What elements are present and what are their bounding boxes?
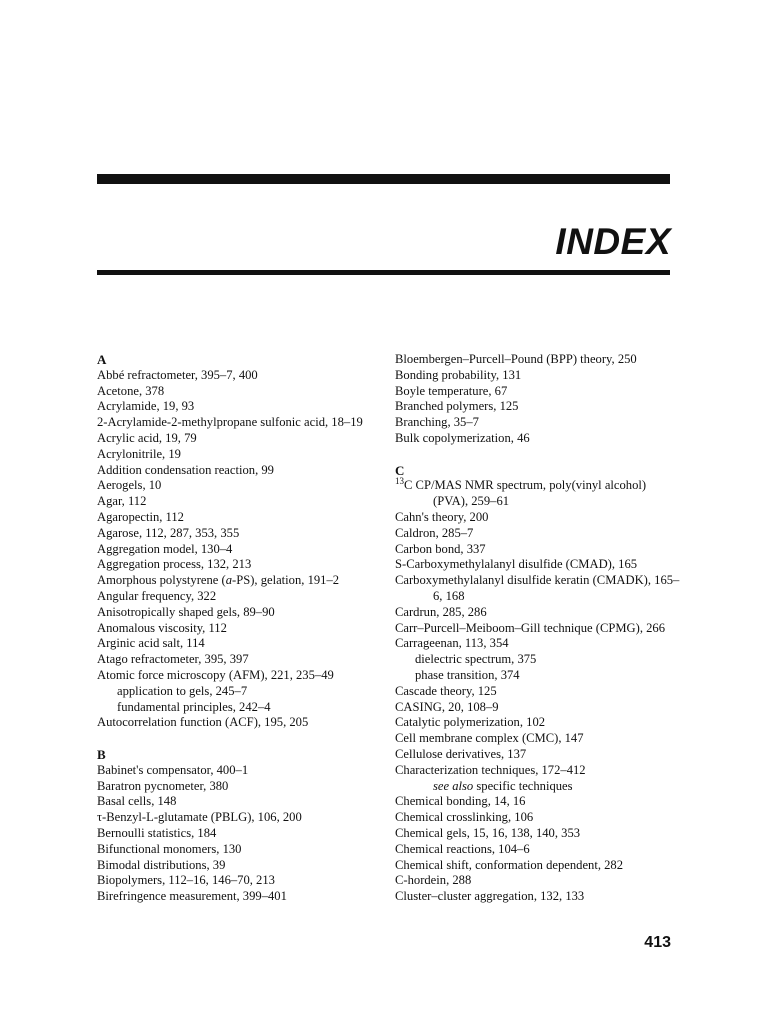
section-a-entries-cont: [97, 589, 387, 684]
index-entry: Abbé refractometer, 395–7, 400: [97, 367, 258, 382]
index-entry: Bernoulli statistics, 184: [97, 825, 217, 840]
index-entry: Aggregation process, 132, 213: [97, 557, 252, 572]
page-title: INDEX: [555, 221, 671, 262]
index-entry: Chemical crosslinking, 106: [395, 810, 534, 825]
index-entry: Agarose, 112, 287, 353, 355: [97, 525, 240, 540]
section-a-entries: [97, 368, 387, 573]
index-entry: Bonding probability, 131: [395, 367, 522, 382]
index-entry: Cascade theory, 125: [395, 683, 497, 698]
index-entry: Carr–Purcell–Meiboom–Gill technique (CPMG), 266: [395, 620, 666, 635]
index-entry: Chemical gels, 15, 16, 138, 140, 353: [395, 825, 581, 840]
section-c-entries: [395, 510, 680, 652]
index-entry: Caldron, 285–7: [395, 525, 474, 540]
index-entry: Aggregation model, 130–4: [97, 541, 233, 556]
section-letter-c: C: [395, 462, 405, 478]
index-entry: Basal cells, 148: [97, 794, 177, 809]
index-entry: Cell membrane complex (CMC), 147: [395, 731, 584, 746]
index-entry: Catalytic polymerization, 102: [395, 715, 546, 730]
index-entry: Chemical shift, conformation dependent, 282: [395, 857, 624, 872]
index-entry: Cluster–cluster aggregation, 132, 133: [395, 889, 585, 904]
index-entry: Bimodal distributions, 39: [97, 857, 226, 872]
index-entry: Bloembergen–Purcell–Pound (BPP) theory, 250: [395, 352, 637, 366]
index-entry: Chemical bonding, 14, 16: [395, 794, 526, 809]
section-b-entries-cont: [395, 352, 680, 447]
index-entry-amorphous: [97, 573, 387, 589]
entry-text-italic: a: [225, 573, 233, 588]
index-entry: Carbon bond, 337: [395, 541, 486, 556]
index-entry: Aerogels, 10: [97, 478, 162, 493]
index-entry-c13: [395, 478, 680, 510]
index-entry: Cahn's theory, 200: [395, 509, 489, 524]
section-c-entries-end: [395, 794, 680, 905]
index-entry: Acrylic acid, 19, 79: [97, 430, 197, 445]
index-entry: Atomic force microscopy (AFM), 221, 235–49: [97, 667, 334, 682]
index-subentry: dielectric spectrum, 375: [415, 652, 537, 667]
entry-text: C CP/MAS NMR spectrum, poly(vinyl alcohol) (PVA), 259–61: [404, 478, 647, 509]
carrageenan-subentries: [395, 652, 680, 684]
index-entry: Acrylamide, 19, 93: [97, 399, 195, 414]
index-entry: Chemical reactions, 104–6: [395, 841, 530, 856]
entry-text-before: Amorphous polystyrene (: [97, 573, 226, 588]
index-column-left: [97, 352, 387, 905]
index-subentry: fundamental principles, 242–4: [117, 699, 271, 714]
index-entry: Branched polymers, 125: [395, 399, 519, 414]
section-letter-a: A: [97, 352, 107, 367]
index-entry: Cellulose derivatives, 137: [395, 746, 527, 761]
index-entry: Addition condensation reaction, 99: [97, 462, 274, 477]
index-subentry: phase transition, 374: [415, 667, 520, 682]
index-entry: Cardrun, 285, 286: [395, 604, 487, 619]
index-entry: C-hordein, 288: [395, 873, 472, 888]
index-entry: Bulk copolymerization, 46: [395, 430, 530, 445]
index-entry: Baratron pycnometer, 380: [97, 778, 229, 793]
see-also-line: [395, 779, 680, 795]
index-entry-autocorrelation: Autocorrelation function (ACF), 195, 205: [97, 715, 309, 730]
index-entry: Carboxymethylalanyl disulfide keratin (CMADK), 165–6, 168: [395, 573, 680, 603]
index-entry: Boyle temperature, 67: [395, 383, 508, 398]
bottom-rule: [97, 270, 670, 275]
index-entry: 2-Acrylamide-2-methylpropane sulfonic acid, 18–19: [97, 415, 363, 430]
index-entry: Biopolymers, 112–16, 146–70, 213: [97, 873, 275, 888]
see-also-italic: see also: [433, 778, 474, 793]
index-entry: Agar, 112: [97, 494, 147, 509]
index-entry: τ-Benzyl-L-glutamate (PBLG), 106, 200: [97, 810, 302, 825]
index-entry: Characterization techniques, 172–412: [395, 762, 586, 777]
index-entry: Acrylonitrile, 19: [97, 446, 181, 461]
superscript-13: 13: [395, 476, 404, 487]
index-entry: Bifunctional monomers, 130: [97, 841, 242, 856]
index-entry: Branching, 35–7: [395, 415, 479, 430]
entry-text-after: -PS), gelation, 191–2: [232, 573, 340, 588]
index-entry: Arginic acid salt, 114: [97, 636, 205, 651]
index-entry: Angular frequency, 322: [97, 588, 217, 603]
index-entry: Anomalous viscosity, 112: [97, 620, 227, 635]
index-entry: CASING, 20, 108–9: [395, 699, 499, 714]
index-entry: Atago refractometer, 395, 397: [97, 652, 249, 667]
section-b-entries: [97, 763, 387, 905]
page-number: 413: [644, 934, 671, 951]
index-entry: Anisotropically shaped gels, 89–90: [97, 604, 275, 619]
index-subentry: application to gels, 245–7: [117, 683, 248, 698]
index-entry: Acetone, 378: [97, 383, 165, 398]
index-entry: Carrageenan, 113, 354: [395, 636, 509, 651]
index-entry: Agaropectin, 112: [97, 509, 184, 524]
section-letter-b: B: [97, 746, 106, 762]
index-entry: Babinet's compensator, 400–1: [97, 762, 249, 777]
see-also-text: specific techniques: [473, 778, 573, 793]
index-entry: S-Carboxymethylalanyl disulfide (CMAD), 165: [395, 557, 638, 572]
index-column-right: [395, 352, 680, 905]
top-rule: [97, 174, 670, 184]
section-c-entries-cont: [395, 684, 680, 779]
index-entry: Birefringence measurement, 399–401: [97, 889, 287, 904]
afm-subentries: [97, 684, 387, 716]
